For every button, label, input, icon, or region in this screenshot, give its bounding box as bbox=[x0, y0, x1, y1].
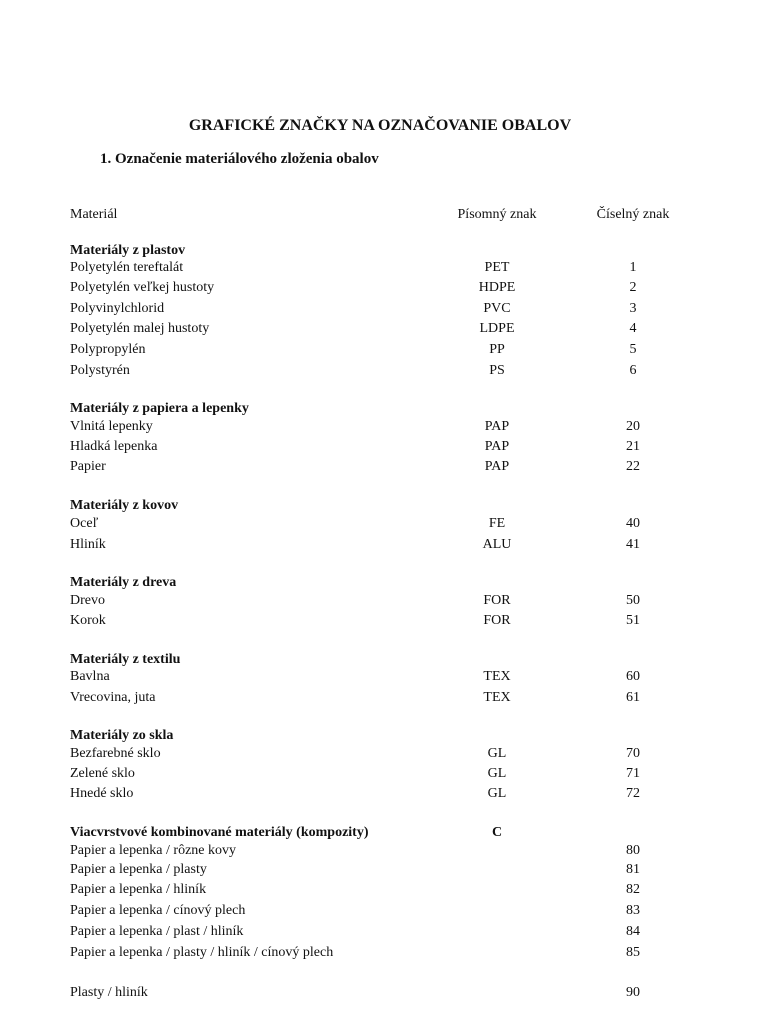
material-name: Oceľ bbox=[70, 516, 99, 531]
material-written-code: PVC bbox=[483, 301, 511, 316]
material-name: Polypropylén bbox=[70, 342, 146, 357]
material-numeric-code: 81 bbox=[626, 862, 640, 877]
group-heading: Materiály z dreva bbox=[70, 575, 177, 590]
group-heading: Materiály zo skla bbox=[70, 728, 174, 743]
material-name: Hliník bbox=[70, 537, 106, 552]
header-written-code: Písomný znak bbox=[457, 207, 537, 222]
material-name: Papier a lepenka / cínový plech bbox=[70, 903, 246, 918]
group-heading: Materiály z plastov bbox=[70, 243, 186, 258]
material-numeric-code: 2 bbox=[629, 280, 637, 295]
group-heading: Materiály z textilu bbox=[70, 652, 181, 667]
material-written-code: TEX bbox=[483, 669, 511, 684]
material-written-code: FOR bbox=[483, 613, 511, 628]
material-numeric-code: 72 bbox=[626, 786, 640, 801]
material-numeric-code: 4 bbox=[629, 321, 637, 336]
group-heading: Viacvrstvové kombinované materiály (kompozity) bbox=[70, 825, 369, 840]
material-name: Papier a lepenka / rôzne kovy bbox=[70, 843, 236, 858]
material-written-code: HDPE bbox=[478, 280, 516, 295]
material-numeric-code: 40 bbox=[626, 516, 640, 531]
material-written-code: FOR bbox=[483, 593, 511, 608]
material-name: Hladká lepenka bbox=[70, 439, 158, 454]
material-numeric-code: 60 bbox=[626, 669, 640, 684]
section-heading: 1. Označenie materiálového zloženia obalov bbox=[100, 151, 379, 167]
material-written-code: PP bbox=[489, 342, 505, 357]
material-numeric-code: 6 bbox=[629, 363, 637, 378]
material-name: Vlnitá lepenky bbox=[70, 419, 153, 434]
material-name: Plasty / hliník bbox=[70, 985, 148, 1000]
material-numeric-code: 41 bbox=[626, 537, 640, 552]
material-name: Papier a lepenka / hliník bbox=[70, 882, 207, 897]
material-written-code: PAP bbox=[484, 459, 510, 474]
material-name: Papier bbox=[70, 459, 106, 474]
material-numeric-code: 84 bbox=[626, 924, 640, 939]
group-heading-code: C bbox=[491, 825, 503, 840]
material-name: Hnedé sklo bbox=[70, 786, 134, 801]
material-written-code: PS bbox=[489, 363, 505, 378]
material-numeric-code: 82 bbox=[626, 882, 640, 897]
material-numeric-code: 20 bbox=[626, 419, 640, 434]
material-name: Vrecovina, juta bbox=[70, 690, 156, 705]
material-written-code: PAP bbox=[484, 419, 510, 434]
material-name: Bezfarebné sklo bbox=[70, 746, 161, 761]
material-name: Papier a lepenka / plasty bbox=[70, 862, 207, 877]
material-name: Polystyrén bbox=[70, 363, 130, 378]
header-material: Materiál bbox=[70, 207, 118, 222]
material-numeric-code: 61 bbox=[626, 690, 640, 705]
material-name: Korok bbox=[70, 613, 106, 628]
material-numeric-code: 71 bbox=[626, 766, 640, 781]
material-written-code: GL bbox=[487, 746, 507, 761]
material-numeric-code: 50 bbox=[626, 593, 640, 608]
material-written-code: LDPE bbox=[479, 321, 515, 336]
material-name: Drevo bbox=[70, 593, 105, 608]
material-name: Polyetylén tereftalát bbox=[70, 260, 184, 275]
material-written-code: TEX bbox=[483, 690, 511, 705]
material-written-code: GL bbox=[487, 786, 507, 801]
material-numeric-code: 22 bbox=[626, 459, 640, 474]
material-written-code: PET bbox=[484, 260, 510, 275]
material-written-code: ALU bbox=[482, 537, 512, 552]
document-title: GRAFICKÉ ZNAČKY NA OZNAČOVANIE OBALOV bbox=[188, 117, 572, 134]
group-heading: Materiály z papiera a lepenky bbox=[70, 401, 249, 416]
material-name: Zelené sklo bbox=[70, 766, 135, 781]
material-name: Polyvinylchlorid bbox=[70, 301, 165, 316]
material-name: Papier a lepenka / plasty / hliník / cínový plech bbox=[70, 945, 334, 960]
header-numeric-code: Číselný znak bbox=[596, 207, 670, 222]
material-numeric-code: 51 bbox=[626, 613, 640, 628]
material-written-code: GL bbox=[487, 766, 507, 781]
material-numeric-code: 1 bbox=[629, 260, 637, 275]
material-numeric-code: 70 bbox=[626, 746, 640, 761]
material-name: Polyetylén veľkej hustoty bbox=[70, 280, 215, 295]
material-name: Polyetylén malej hustoty bbox=[70, 321, 210, 336]
material-numeric-code: 83 bbox=[626, 903, 640, 918]
material-numeric-code: 80 bbox=[626, 843, 640, 858]
material-numeric-code: 21 bbox=[626, 439, 640, 454]
material-numeric-code: 3 bbox=[629, 301, 637, 316]
material-numeric-code: 5 bbox=[629, 342, 637, 357]
material-written-code: FE bbox=[488, 516, 506, 531]
material-numeric-code: 90 bbox=[626, 985, 640, 1000]
material-written-code: PAP bbox=[484, 439, 510, 454]
group-heading: Materiály z kovov bbox=[70, 498, 179, 513]
material-name: Bavlna bbox=[70, 669, 110, 684]
material-numeric-code: 85 bbox=[626, 945, 640, 960]
material-name: Papier a lepenka / plast / hliník bbox=[70, 924, 244, 939]
